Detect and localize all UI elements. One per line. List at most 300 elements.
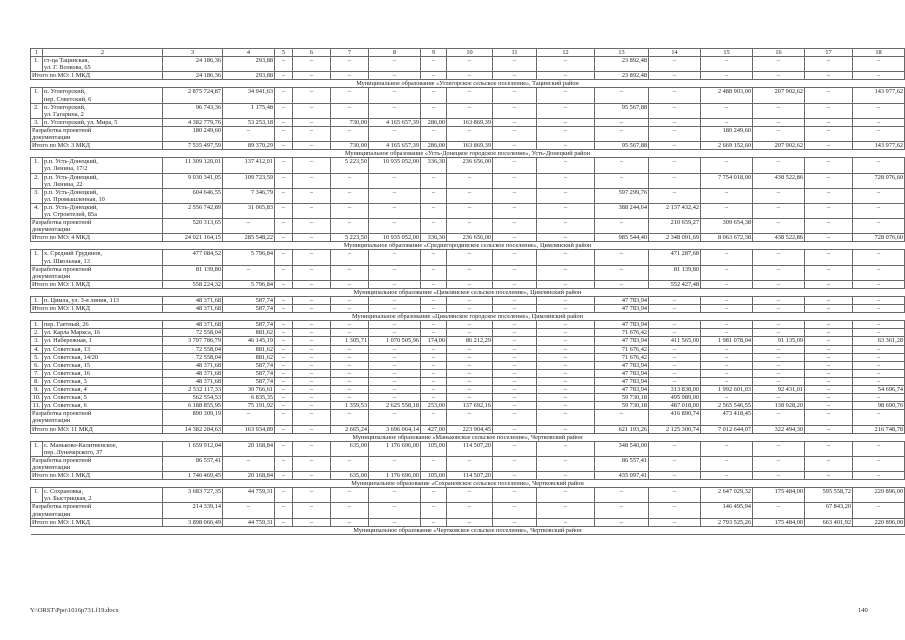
value-cell: 48 371,68: [163, 369, 223, 377]
value-cell: –: [293, 158, 331, 173]
value-cell: 1 176 696,00: [369, 472, 421, 480]
column-header: 17: [805, 49, 853, 57]
value-cell: –: [493, 57, 537, 72]
value-cell: –: [447, 353, 493, 361]
value-cell: –: [805, 353, 853, 361]
value-cell: –: [293, 337, 331, 345]
value-cell: 95 567,88: [595, 103, 649, 118]
value-cell: –: [701, 250, 753, 265]
value-cell: 438 522,86: [753, 234, 805, 242]
value-cell: –: [493, 369, 537, 377]
row-number: 9.: [31, 386, 43, 394]
value-cell: –: [223, 126, 275, 141]
value-cell: 96 743,36: [163, 103, 223, 118]
value-cell: –: [421, 377, 447, 385]
value-cell: 72 558,04: [163, 345, 223, 353]
value-cell: 24 186,36: [163, 72, 223, 80]
value-cell: –: [275, 57, 293, 72]
value-cell: –: [649, 72, 701, 80]
value-cell: –: [805, 173, 853, 188]
value-cell: 336,30: [421, 234, 447, 242]
subtotal-row: [31, 410, 905, 425]
value-cell: –: [293, 410, 331, 425]
value-cell: 114 507,20: [447, 441, 493, 456]
value-cell: 20 168,84: [223, 472, 275, 480]
table-row: [31, 345, 905, 353]
value-cell: –: [701, 158, 753, 173]
value-cell: –: [493, 88, 537, 103]
value-cell: –: [369, 188, 421, 203]
value-cell: –: [537, 425, 595, 433]
value-cell: –: [753, 345, 805, 353]
value-cell: –: [275, 361, 293, 369]
value-cell: 59 730,18: [595, 394, 649, 402]
value-cell: –: [369, 280, 421, 288]
value-cell: –: [805, 250, 853, 265]
value-cell: 31 065,83: [223, 203, 275, 218]
value-cell: –: [493, 234, 537, 242]
value-cell: –: [421, 297, 447, 305]
value-cell: –: [853, 57, 905, 72]
value-cell: –: [595, 158, 649, 173]
value-cell: 4 165 657,39: [369, 142, 421, 150]
value-cell: 63 361,28: [853, 337, 905, 345]
value-cell: –: [275, 297, 293, 305]
value-cell: –: [805, 472, 853, 480]
value-cell: –: [421, 72, 447, 80]
value-cell: –: [421, 345, 447, 353]
value-cell: –: [421, 503, 447, 518]
row-label: Итого по МО: 11 МКД: [31, 425, 163, 433]
value-cell: –: [805, 321, 853, 329]
value-cell: –: [753, 369, 805, 377]
value-cell: –: [293, 425, 331, 433]
value-cell: –: [595, 265, 649, 280]
table-row: [31, 203, 905, 218]
value-cell: –: [331, 456, 369, 471]
section-row: [31, 80, 905, 88]
value-cell: –: [275, 503, 293, 518]
table-row: [31, 402, 905, 410]
table-row: [31, 361, 905, 369]
value-cell: –: [331, 250, 369, 265]
value-cell: –: [331, 345, 369, 353]
value-cell: 138 928,20: [753, 402, 805, 410]
value-cell: 24 186,36: [163, 57, 223, 72]
table-row: [31, 88, 905, 103]
value-cell: –: [493, 456, 537, 471]
value-cell: –: [447, 361, 493, 369]
column-header: 2: [43, 49, 163, 57]
capital-repair-table: [30, 48, 905, 535]
value-cell: 44 759,31: [223, 518, 275, 526]
value-cell: –: [369, 518, 421, 526]
column-header: 14: [649, 49, 701, 57]
value-cell: 881,62: [223, 353, 275, 361]
value-cell: –: [447, 488, 493, 503]
value-cell: 473 418,45: [701, 410, 753, 425]
value-cell: –: [369, 369, 421, 377]
value-cell: –: [421, 353, 447, 361]
value-cell: 91 135,09: [753, 337, 805, 345]
value-cell: –: [649, 126, 701, 141]
value-cell: 587,74: [223, 297, 275, 305]
value-cell: –: [493, 297, 537, 305]
row-number: 2.: [31, 103, 43, 118]
table-row: [31, 173, 905, 188]
value-cell: –: [447, 369, 493, 377]
value-cell: 881,62: [223, 329, 275, 337]
value-cell: –: [331, 72, 369, 80]
value-cell: –: [595, 503, 649, 518]
table-row: [31, 250, 905, 265]
value-cell: –: [331, 188, 369, 203]
value-cell: –: [493, 472, 537, 480]
value-cell: –: [753, 57, 805, 72]
value-cell: –: [223, 503, 275, 518]
value-cell: –: [275, 345, 293, 353]
value-cell: 8 063 672,38: [701, 234, 753, 242]
value-cell: –: [805, 410, 853, 425]
address-cell: р.п. Усть-Донецкий, ул. Ленина, 22: [43, 173, 163, 188]
value-cell: –: [753, 126, 805, 141]
value-cell: –: [753, 250, 805, 265]
value-cell: 2 556 742,89: [163, 203, 223, 218]
value-cell: –: [537, 361, 595, 369]
row-number: 10.: [31, 394, 43, 402]
value-cell: –: [537, 472, 595, 480]
value-cell: –: [853, 305, 905, 313]
value-cell: 2 669 152,60: [701, 142, 753, 150]
value-cell: 1 992 601,03: [701, 386, 753, 394]
value-cell: 1 070 505,96: [369, 337, 421, 345]
value-cell: –: [447, 394, 493, 402]
value-cell: –: [537, 88, 595, 103]
value-cell: –: [493, 173, 537, 188]
value-cell: –: [753, 219, 805, 234]
value-cell: 5 796,84: [223, 280, 275, 288]
row-label: Итого по МО: 1 МКД: [31, 472, 163, 480]
value-cell: –: [447, 518, 493, 526]
value-cell: –: [753, 353, 805, 361]
value-cell: –: [421, 219, 447, 234]
value-cell: –: [493, 488, 537, 503]
value-cell: –: [447, 265, 493, 280]
value-cell: 293,88: [223, 57, 275, 72]
value-cell: –: [493, 361, 537, 369]
value-cell: 14 382 284,63: [163, 425, 223, 433]
value-cell: –: [853, 126, 905, 141]
value-cell: 438 522,86: [753, 173, 805, 188]
value-cell: 92 431,01: [753, 386, 805, 394]
value-cell: 216 748,78: [853, 425, 905, 433]
value-cell: –: [753, 410, 805, 425]
value-cell: 4 382 779,76: [163, 118, 223, 126]
value-cell: 236 656,00: [447, 234, 493, 242]
value-cell: –: [805, 203, 853, 218]
value-cell: –: [421, 305, 447, 313]
value-cell: 416 890,74: [649, 410, 701, 425]
value-cell: –: [369, 297, 421, 305]
value-cell: –: [293, 402, 331, 410]
value-cell: –: [275, 488, 293, 503]
value-cell: 47 783,94: [595, 386, 649, 394]
value-cell: 2 532 117,33: [163, 386, 223, 394]
row-number: 1.: [31, 158, 43, 173]
address-cell: х. Средний Грудинов, ул. Школьная, 13: [43, 250, 163, 265]
value-cell: 71 676,42: [595, 345, 649, 353]
value-cell: –: [369, 503, 421, 518]
value-cell: –: [293, 118, 331, 126]
row-number: 1.: [31, 57, 43, 72]
value-cell: –: [421, 456, 447, 471]
value-cell: –: [493, 402, 537, 410]
value-cell: 163 869,39: [447, 118, 493, 126]
value-cell: –: [649, 297, 701, 305]
value-cell: 137 692,16: [447, 402, 493, 410]
value-cell: –: [369, 203, 421, 218]
value-cell: –: [649, 361, 701, 369]
value-cell: –: [537, 57, 595, 72]
subtotal-row: [31, 142, 905, 150]
value-cell: –: [293, 297, 331, 305]
value-cell: –: [853, 280, 905, 288]
value-cell: 10 935 052,00: [369, 158, 421, 173]
column-header: 10: [447, 49, 493, 57]
value-cell: –: [293, 219, 331, 234]
value-cell: –: [421, 488, 447, 503]
value-cell: –: [275, 103, 293, 118]
value-cell: –: [369, 72, 421, 80]
value-cell: –: [447, 188, 493, 203]
value-cell: 562 554,53: [163, 394, 223, 402]
row-label: Итого по МО: 1 МКД: [31, 280, 163, 288]
value-cell: –: [649, 488, 701, 503]
value-cell: 663 401,92: [805, 518, 853, 526]
value-cell: –: [293, 441, 331, 456]
value-cell: –: [493, 72, 537, 80]
value-cell: 286,00: [421, 118, 447, 126]
value-cell: 175 484,00: [753, 518, 805, 526]
value-cell: 587,74: [223, 305, 275, 313]
value-cell: –: [275, 337, 293, 345]
column-header: 4: [223, 49, 275, 57]
value-cell: 137 412,01: [223, 158, 275, 173]
value-cell: –: [369, 321, 421, 329]
row-number: 2.: [31, 173, 43, 188]
value-cell: 471 287,68: [649, 250, 701, 265]
value-cell: –: [223, 219, 275, 234]
value-cell: –: [753, 361, 805, 369]
value-cell: 75 191,92: [223, 402, 275, 410]
value-cell: –: [649, 188, 701, 203]
value-cell: –: [595, 280, 649, 288]
value-cell: –: [421, 369, 447, 377]
value-cell: –: [805, 456, 853, 471]
value-cell: 4 165 657,39: [369, 118, 421, 126]
value-cell: 253,00: [421, 402, 447, 410]
value-cell: 520 313,65: [163, 219, 223, 234]
value-cell: –: [753, 188, 805, 203]
value-cell: –: [701, 265, 753, 280]
section-title: Муниципальное образование «Углегорское сельское поселение», Тацинский район: [31, 80, 905, 88]
value-cell: –: [331, 386, 369, 394]
value-cell: –: [805, 158, 853, 173]
value-cell: 1 175,48: [223, 103, 275, 118]
value-cell: –: [447, 329, 493, 337]
value-cell: –: [805, 280, 853, 288]
row-label: Итого по МО: 1 МКД: [31, 72, 163, 80]
value-cell: –: [753, 72, 805, 80]
value-cell: –: [595, 410, 649, 425]
value-cell: –: [275, 219, 293, 234]
value-cell: 175 484,00: [753, 488, 805, 503]
address-cell: р.п. Усть-Донецкий, ул. Строителей, 85а: [43, 203, 163, 218]
value-cell: –: [753, 321, 805, 329]
value-cell: –: [369, 329, 421, 337]
value-cell: –: [447, 203, 493, 218]
value-cell: –: [447, 456, 493, 471]
column-header: 16: [753, 49, 805, 57]
section-title: Муниципальное образование «Усть-Донецкое городское поселение», Усть-Донецкий район: [31, 150, 905, 158]
section-title: Муниципальное образование «Цимлянское сельское поселение», Цимлянский район: [31, 288, 905, 296]
value-cell: –: [421, 203, 447, 218]
address-cell: п. Цимла, ул. 3-я линия, 113: [43, 297, 163, 305]
subtotal-row: [31, 518, 905, 526]
value-cell: –: [537, 234, 595, 242]
value-cell: 587,74: [223, 369, 275, 377]
value-cell: –: [421, 126, 447, 141]
value-cell: 20 168,84: [223, 441, 275, 456]
value-cell: –: [331, 518, 369, 526]
value-cell: –: [853, 265, 905, 280]
value-cell: –: [493, 305, 537, 313]
value-cell: –: [537, 173, 595, 188]
value-cell: –: [701, 377, 753, 385]
value-cell: 146 495,94: [701, 503, 753, 518]
value-cell: 5 223,50: [331, 158, 369, 173]
value-cell: –: [701, 203, 753, 218]
value-cell: –: [293, 126, 331, 141]
value-cell: –: [369, 103, 421, 118]
value-cell: –: [223, 265, 275, 280]
value-cell: –: [595, 250, 649, 265]
address-cell: ул. Советская, 13: [43, 345, 163, 353]
value-cell: 604 646,55: [163, 188, 223, 203]
value-cell: 1 981 078,04: [701, 337, 753, 345]
value-cell: 210 659,27: [649, 219, 701, 234]
value-cell: –: [805, 103, 853, 118]
value-cell: 2 137 432,42: [649, 203, 701, 218]
row-number: 1.: [31, 250, 43, 265]
value-cell: –: [853, 377, 905, 385]
value-cell: –: [275, 188, 293, 203]
value-cell: –: [275, 410, 293, 425]
value-cell: –: [369, 126, 421, 141]
value-cell: –: [853, 361, 905, 369]
address-cell: ул. Советская, 4: [43, 386, 163, 394]
value-cell: –: [275, 305, 293, 313]
value-cell: –: [701, 103, 753, 118]
value-cell: –: [421, 518, 447, 526]
value-cell: –: [537, 369, 595, 377]
row-number: 11.: [31, 402, 43, 410]
value-cell: 388 244,64: [595, 203, 649, 218]
value-cell: –: [537, 402, 595, 410]
value-cell: –: [493, 386, 537, 394]
value-cell: –: [369, 353, 421, 361]
column-header: 15: [701, 49, 753, 57]
value-cell: –: [537, 488, 595, 503]
value-cell: –: [493, 345, 537, 353]
value-cell: –: [447, 386, 493, 394]
table-row: [31, 337, 905, 345]
value-cell: –: [537, 377, 595, 385]
value-cell: –: [275, 425, 293, 433]
table-row: [31, 158, 905, 173]
value-cell: –: [701, 72, 753, 80]
value-cell: 105,00: [421, 472, 447, 480]
value-cell: –: [853, 394, 905, 402]
value-cell: 3 696 064,14: [369, 425, 421, 433]
value-cell: –: [421, 361, 447, 369]
column-header: 3: [163, 49, 223, 57]
value-cell: –: [701, 369, 753, 377]
value-cell: –: [537, 441, 595, 456]
value-cell: –: [805, 72, 853, 80]
value-cell: –: [293, 329, 331, 337]
value-cell: 558 224,32: [163, 280, 223, 288]
value-cell: –: [805, 361, 853, 369]
value-cell: 214 339,14: [163, 503, 223, 518]
value-cell: –: [331, 280, 369, 288]
value-cell: –: [595, 488, 649, 503]
value-cell: –: [805, 188, 853, 203]
value-cell: –: [649, 57, 701, 72]
value-cell: –: [447, 297, 493, 305]
value-cell: –: [493, 394, 537, 402]
row-number: 1.: [31, 88, 43, 103]
value-cell: 552 427,48: [649, 280, 701, 288]
value-cell: –: [853, 188, 905, 203]
section-title: Муниципальное образование «Чертковское сельское поселение», Чертковский район: [31, 526, 905, 534]
row-label: Разработка проектной документации: [31, 126, 163, 141]
value-cell: –: [853, 103, 905, 118]
value-cell: –: [275, 203, 293, 218]
section-row: [31, 313, 905, 321]
value-cell: –: [537, 250, 595, 265]
value-cell: 11 309 120,01: [163, 158, 223, 173]
value-cell: –: [275, 280, 293, 288]
value-cell: 180 249,60: [163, 126, 223, 141]
address-cell: р.п. Усть-Донецкий, ул. Ленина, 17/2: [43, 158, 163, 173]
value-cell: –: [853, 441, 905, 456]
value-cell: 220 896,00: [853, 488, 905, 503]
value-cell: –: [369, 219, 421, 234]
value-cell: 54 696,74: [853, 386, 905, 394]
section-row: [31, 288, 905, 296]
value-cell: –: [537, 321, 595, 329]
value-cell: –: [369, 456, 421, 471]
value-cell: –: [701, 188, 753, 203]
value-cell: –: [805, 394, 853, 402]
value-cell: –: [753, 377, 805, 385]
value-cell: 435 097,41: [595, 472, 649, 480]
row-number: 4.: [31, 203, 43, 218]
value-cell: –: [537, 337, 595, 345]
value-cell: 44 759,31: [223, 488, 275, 503]
value-cell: –: [369, 173, 421, 188]
